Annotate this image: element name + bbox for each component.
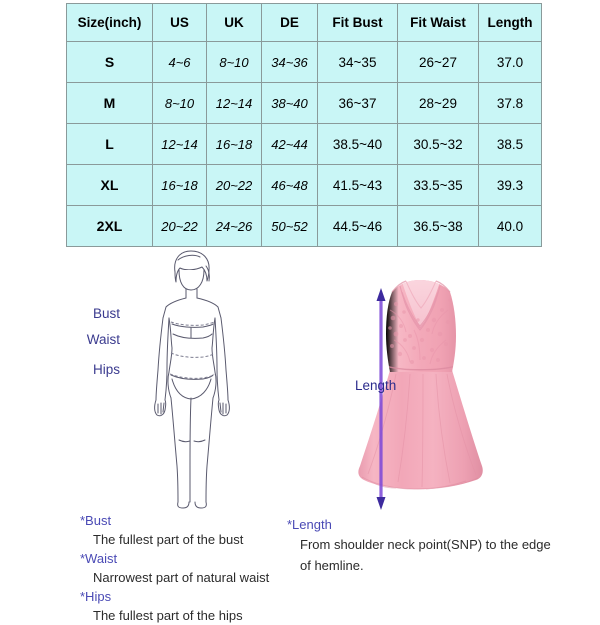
cell-fit-bust: 38.5~40 bbox=[318, 124, 398, 165]
cell-uk: 12~14 bbox=[207, 83, 262, 124]
legend-head-waist: *Waist bbox=[80, 551, 118, 566]
cell-size: S bbox=[67, 42, 153, 83]
legend-dress-length bbox=[287, 515, 577, 576]
cell-fit-waist: 36.5~38 bbox=[398, 206, 479, 247]
cell-de: 38~40 bbox=[262, 83, 318, 124]
cell-de: 46~48 bbox=[262, 165, 318, 206]
cell-length: 38.5 bbox=[479, 124, 542, 165]
cell-fit-bust: 44.5~46 bbox=[318, 206, 398, 247]
cell-fit-waist: 26~27 bbox=[398, 42, 479, 83]
cell-de: 42~44 bbox=[262, 124, 318, 165]
cell-fit-waist: 30.5~32 bbox=[398, 124, 479, 165]
cell-uk: 8~10 bbox=[207, 42, 262, 83]
cell-length: 37.0 bbox=[479, 42, 542, 83]
legend-desc-waist: Narrowest part of natural waist bbox=[93, 570, 270, 585]
size-chart-table bbox=[66, 3, 542, 247]
cell-length: 39.3 bbox=[479, 165, 542, 206]
legend-desc-length-line2: of hemline. bbox=[300, 558, 364, 573]
cell-us: 16~18 bbox=[153, 165, 207, 206]
column-header-fit-waist: Fit Waist bbox=[398, 4, 479, 42]
table-row bbox=[67, 165, 542, 206]
cell-uk: 16~18 bbox=[207, 124, 262, 165]
body-label-hips: Hips bbox=[92, 362, 120, 377]
table-header-row bbox=[67, 4, 542, 42]
column-header-us: US bbox=[153, 4, 207, 42]
column-header-uk: UK bbox=[207, 4, 262, 42]
cell-uk: 24~26 bbox=[207, 206, 262, 247]
table-row bbox=[67, 42, 542, 83]
cell-size: M bbox=[67, 83, 153, 124]
legend-desc-bust: The fullest part of the bust bbox=[93, 532, 244, 547]
column-header-length: Length bbox=[479, 4, 542, 42]
cell-fit-waist: 33.5~35 bbox=[398, 165, 479, 206]
cell-de: 34~36 bbox=[262, 42, 318, 83]
table-row bbox=[67, 124, 542, 165]
cell-size: XL bbox=[67, 165, 153, 206]
female-body-diagram bbox=[128, 248, 254, 510]
legend-desc-length-line1: From shoulder neck point(SNP) to the edge bbox=[300, 537, 551, 552]
legend-head-bust: *Bust bbox=[80, 513, 112, 528]
cell-us: 20~22 bbox=[153, 206, 207, 247]
column-header-de: DE bbox=[262, 4, 318, 42]
cell-size: L bbox=[67, 124, 153, 165]
dress-length-label: Length bbox=[355, 378, 397, 393]
body-label-bust: Bust bbox=[92, 306, 120, 321]
cell-fit-bust: 41.5~43 bbox=[318, 165, 398, 206]
illustrations-area bbox=[0, 248, 600, 518]
cell-fit-bust: 34~35 bbox=[318, 42, 398, 83]
column-header-fit-bust: Fit Bust bbox=[318, 4, 398, 42]
legend-head-hips: *Hips bbox=[80, 589, 112, 604]
cell-us: 12~14 bbox=[153, 124, 207, 165]
length-measure-arrow bbox=[368, 284, 394, 514]
cell-de: 50~52 bbox=[262, 206, 318, 247]
legend-desc-hips: The fullest part of the hips bbox=[93, 608, 243, 623]
cell-us: 8~10 bbox=[153, 83, 207, 124]
column-header-size: Size(inch) bbox=[67, 4, 153, 42]
cell-us: 4~6 bbox=[153, 42, 207, 83]
cell-length: 37.8 bbox=[479, 83, 542, 124]
body-label-waist: Waist bbox=[86, 332, 120, 347]
cell-fit-waist: 28~29 bbox=[398, 83, 479, 124]
legend-body-measurements bbox=[80, 511, 310, 625]
cell-fit-bust: 36~37 bbox=[318, 83, 398, 124]
cell-uk: 20~22 bbox=[207, 165, 262, 206]
cell-size: 2XL bbox=[67, 206, 153, 247]
table-row bbox=[67, 206, 542, 247]
legend-head-length: *Length bbox=[287, 517, 332, 532]
cell-length: 40.0 bbox=[479, 206, 542, 247]
table-row bbox=[67, 83, 542, 124]
